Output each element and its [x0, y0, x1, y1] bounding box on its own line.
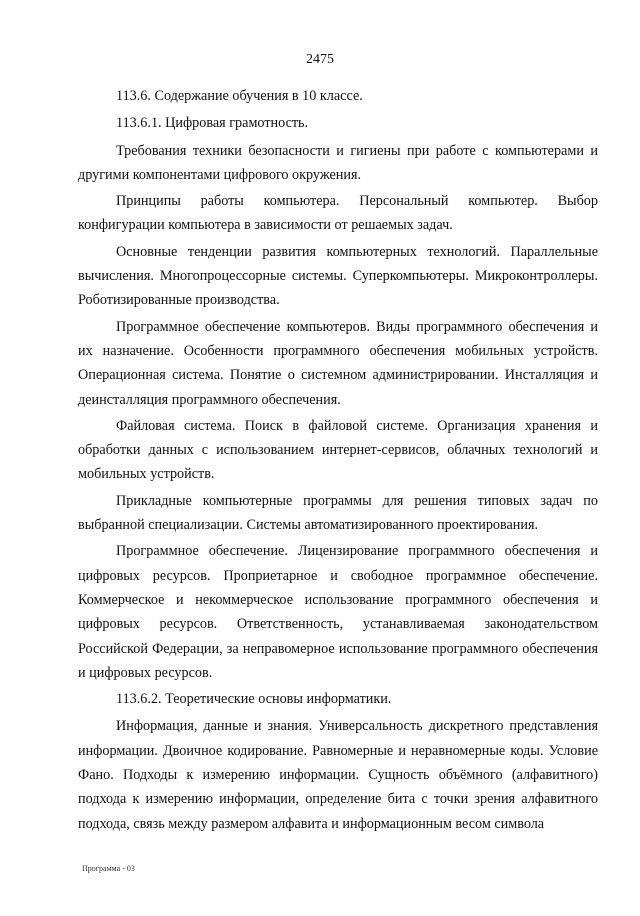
- footer-label: Программа - 03: [82, 864, 135, 873]
- document-body: [78, 84, 598, 836]
- paragraph-software: Программное обеспечение компьютеров. Виды программного обеспечения и их назначение. Особенности программного обеспечения мобильных устройств. Операционная система. Понятие о системном администрировании. Инсталляция и деинсталляция программного обеспечения.: [78, 318, 598, 408]
- paragraph-applications: Прикладные компьютерные программы для решения типовых задач по выбранной специализации. Системы автоматизированного проектирования.: [78, 492, 598, 534]
- paragraph-trends: Основные тенденции развития компьютерных технологий. Параллельные вычисления. Многопроцессорные системы. Суперкомпьютеры. Микроконтроллеры. Роботизированные производства.: [78, 243, 598, 309]
- paragraph-principles: Принципы работы компьютера. Персональный компьютер. Выбор конфигурации компьютера в зависимости от решаемых задач.: [78, 193, 598, 234]
- paragraph-licensing: Программное обеспечение. Лицензирование программного обеспечения и цифровых ресурсов. Проприетарное и свободное программное обеспечение. Коммерческое и некоммерческое использование программного обеспечения и цифровых ресурсов. Ответственность, устанавливаемая законодательством Российской Федерации, за неправомерное использование программного обеспечения и цифровых ресурсов.: [78, 543, 598, 681]
- section-heading-10-class: 113.6. Содержание обучения в 10 классе.: [116, 88, 363, 104]
- paragraph-filesystem: Файловая система. Поиск в файловой системе. Организация хранения и обработки данных с использованием интернет-сервисов, облачных технологий и мобильных устройств.: [78, 417, 598, 483]
- paragraph-information: Информация, данные и знания. Универсальность дискретного представления информации. Двоичное кодирование. Равномерные и неравномерные коды. Условие Фано. Подходы к измерению информации. Сущность объёмного (алфавитного) подхода к измерению информации, определение бита с точки зрения алфавитного подхода, связь между размером алфавита и информационным весом символа: [78, 718, 598, 832]
- page-number: 2475: [306, 52, 334, 67]
- subsection-heading-theory: 113.6.2. Теоретические основы информатики.: [116, 691, 392, 708]
- paragraph-safety: Требования техники безопасности и гигиены при работе с компьютерами и другими компонентами цифрового окружения.: [78, 142, 598, 183]
- subsection-heading-digital-literacy: 113.6.1. Цифровая грамотность.: [116, 115, 309, 132]
